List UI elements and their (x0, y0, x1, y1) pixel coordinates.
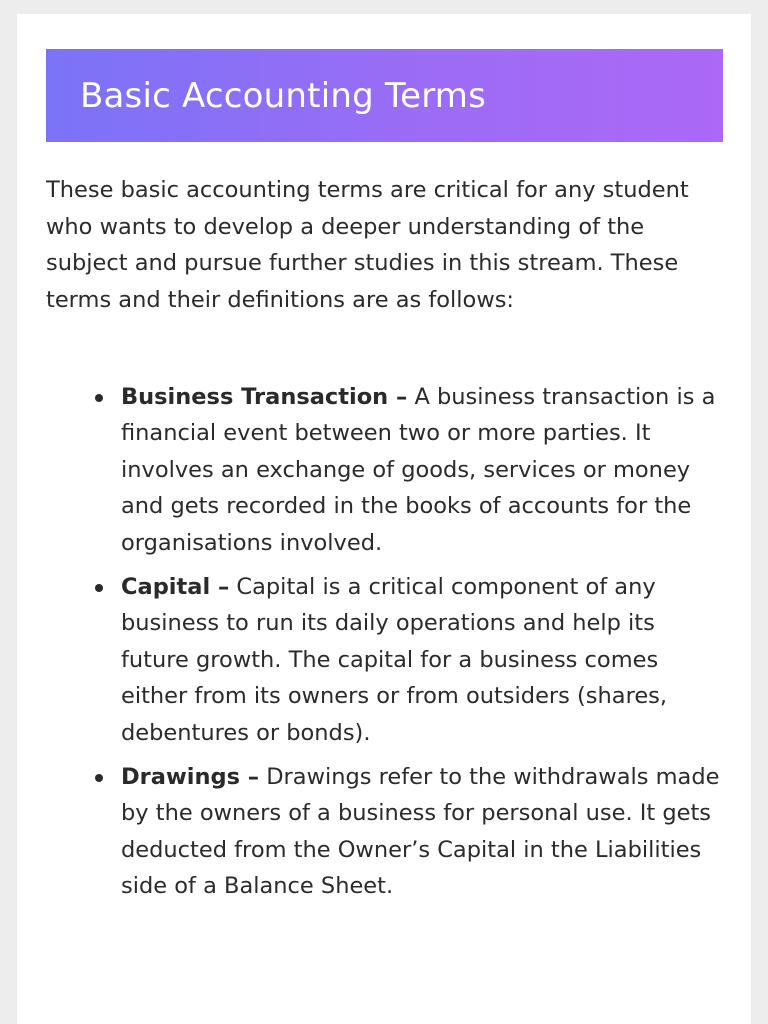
intro-paragraph: These basic accounting terms are critical for any student who wants to develop a deeper understanding of the subject and pursue further studies in this stream. These terms and their definitions are as follows: (46, 177, 689, 313)
title-banner (46, 49, 723, 142)
list-item (121, 759, 726, 905)
page-title: Basic Accounting Terms (80, 75, 487, 116)
term-name: Drawings – (121, 764, 260, 791)
term-name: Business Transaction – (121, 384, 408, 410)
bullet-icon (95, 584, 103, 592)
list-item (121, 379, 726, 561)
term-name: Capital – (121, 574, 230, 601)
term-definition: A business transaction is a financial event between two or more parties. It involves an exchange of goods, services or money and gets recorded in the books of accounts for the organisations involved. (121, 384, 716, 556)
bullet-icon (95, 394, 103, 402)
document-page (17, 14, 751, 1024)
bullet-icon (95, 774, 103, 782)
term-definition: Drawings refer to the withdrawals made by the owners of a business for personal use. It gets deducted from the Owner’s Capital in the Liabilities side of a Balance Sheet. (121, 764, 720, 900)
terms-list (121, 379, 726, 913)
term-definition: Capital is a critical component of any business to run its daily operations and help its future growth. The capital for a business comes either from its owners or from outsiders (shares, debentures or bonds). (121, 574, 668, 746)
list-item (121, 569, 726, 751)
